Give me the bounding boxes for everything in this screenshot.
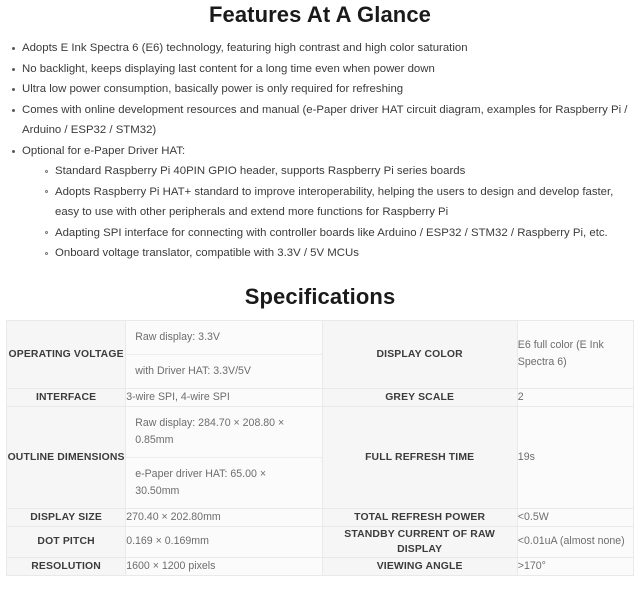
spec-label: FULL REFRESH TIME	[322, 406, 517, 508]
table-row	[7, 557, 634, 575]
feature-sub-text: Adapting SPI interface for connecting with controller boards like Arduino / ESP32 / STM32 / Raspberry Pi, etc.	[55, 226, 608, 239]
specifications-table-wrapper	[0, 320, 640, 576]
table-row	[7, 406, 634, 508]
list-item	[42, 243, 632, 264]
list-item	[8, 100, 632, 141]
specifications-table	[6, 320, 634, 576]
spec-label: OUTLINE DIMENSIONS	[7, 406, 126, 508]
list-item	[42, 161, 632, 182]
spec-label: TOTAL REFRESH POWER	[322, 508, 517, 526]
features-list	[0, 28, 640, 264]
spec-value-part: Raw display: 3.3V	[126, 321, 321, 355]
table-row	[7, 526, 634, 557]
feature-sub-text: Adopts Raspberry Pi HAT+ standard to improve interoperability, helping the users to design and develop faster, easy to use with other peripherals and extend more functions for Raspberry Pi	[55, 185, 614, 218]
spec-label: STANDBY CURRENT OF RAW DISPLAY	[322, 526, 517, 557]
spec-value: 19s	[517, 406, 633, 508]
list-item	[8, 59, 632, 80]
table-row	[7, 320, 634, 388]
spec-label: VIEWING ANGLE	[322, 557, 517, 575]
list-item	[8, 79, 632, 100]
list-item	[42, 182, 632, 223]
spec-value: <0.01uA (almost none)	[517, 526, 633, 557]
list-item	[42, 223, 632, 244]
spec-value-part: Raw display: 284.70 × 208.80 × 0.85mm	[126, 407, 321, 458]
spec-label: INTERFACE	[7, 388, 126, 406]
specifications-heading: Specifications	[244, 283, 396, 309]
feature-text: Optional for e-Paper Driver HAT:	[22, 144, 186, 157]
spec-label: DISPLAY SIZE	[7, 508, 126, 526]
spec-label: RESOLUTION	[7, 557, 126, 575]
feature-text: Adopts E Ink Spectra 6 (E6) technology, featuring high contrast and high color saturation	[22, 42, 468, 54]
feature-text: No backlight, keeps displaying last content for a long time even when power down	[22, 62, 435, 75]
list-item	[8, 141, 632, 264]
spec-value: 2	[517, 388, 633, 406]
features-heading: Features At A Glance	[208, 2, 432, 27]
spec-label: DOT PITCH	[7, 526, 126, 557]
spec-value: 0.169 × 0.169mm	[126, 526, 322, 557]
spec-value: >170°	[517, 557, 633, 575]
spec-label: GREY SCALE	[322, 388, 517, 406]
spec-value-split	[126, 406, 322, 508]
spec-value: E6 full color (E Ink Spectra 6)	[517, 320, 633, 388]
spec-value: 270.40 × 202.80mm	[126, 508, 322, 526]
feature-sub-text: Standard Raspberry Pi 40PIN GPIO header, supports Raspberry Pi series boards	[55, 165, 466, 177]
feature-sub-text: Onboard voltage translator, compatible with 3.3V / 5V MCUs	[55, 247, 359, 259]
feature-text: Ultra low power consumption, basically power is only required for refreshing	[22, 83, 404, 95]
spec-value-part: e-Paper driver HAT: 65.00 × 30.50mm	[126, 458, 321, 508]
spec-value: 1600 × 1200 pixels	[126, 557, 322, 575]
spec-value: 3-wire SPI, 4-wire SPI	[126, 388, 322, 406]
spec-value-part: with Driver HAT: 3.3V/5V	[126, 355, 321, 388]
spec-label: OPERATING VOLTAGE	[7, 320, 126, 388]
table-row	[7, 388, 634, 406]
feature-text: Comes with online development resources and manual (e-Paper driver HAT circuit diagram, examples for Raspberry Pi / Arduino / ESP32 / STM32)	[22, 103, 628, 136]
table-row	[7, 508, 634, 526]
spec-value: <0.5W	[517, 508, 633, 526]
features-sub-list	[22, 161, 632, 264]
list-item	[8, 38, 632, 59]
spec-label: DISPLAY COLOR	[322, 320, 517, 388]
spec-value-split	[126, 320, 322, 388]
